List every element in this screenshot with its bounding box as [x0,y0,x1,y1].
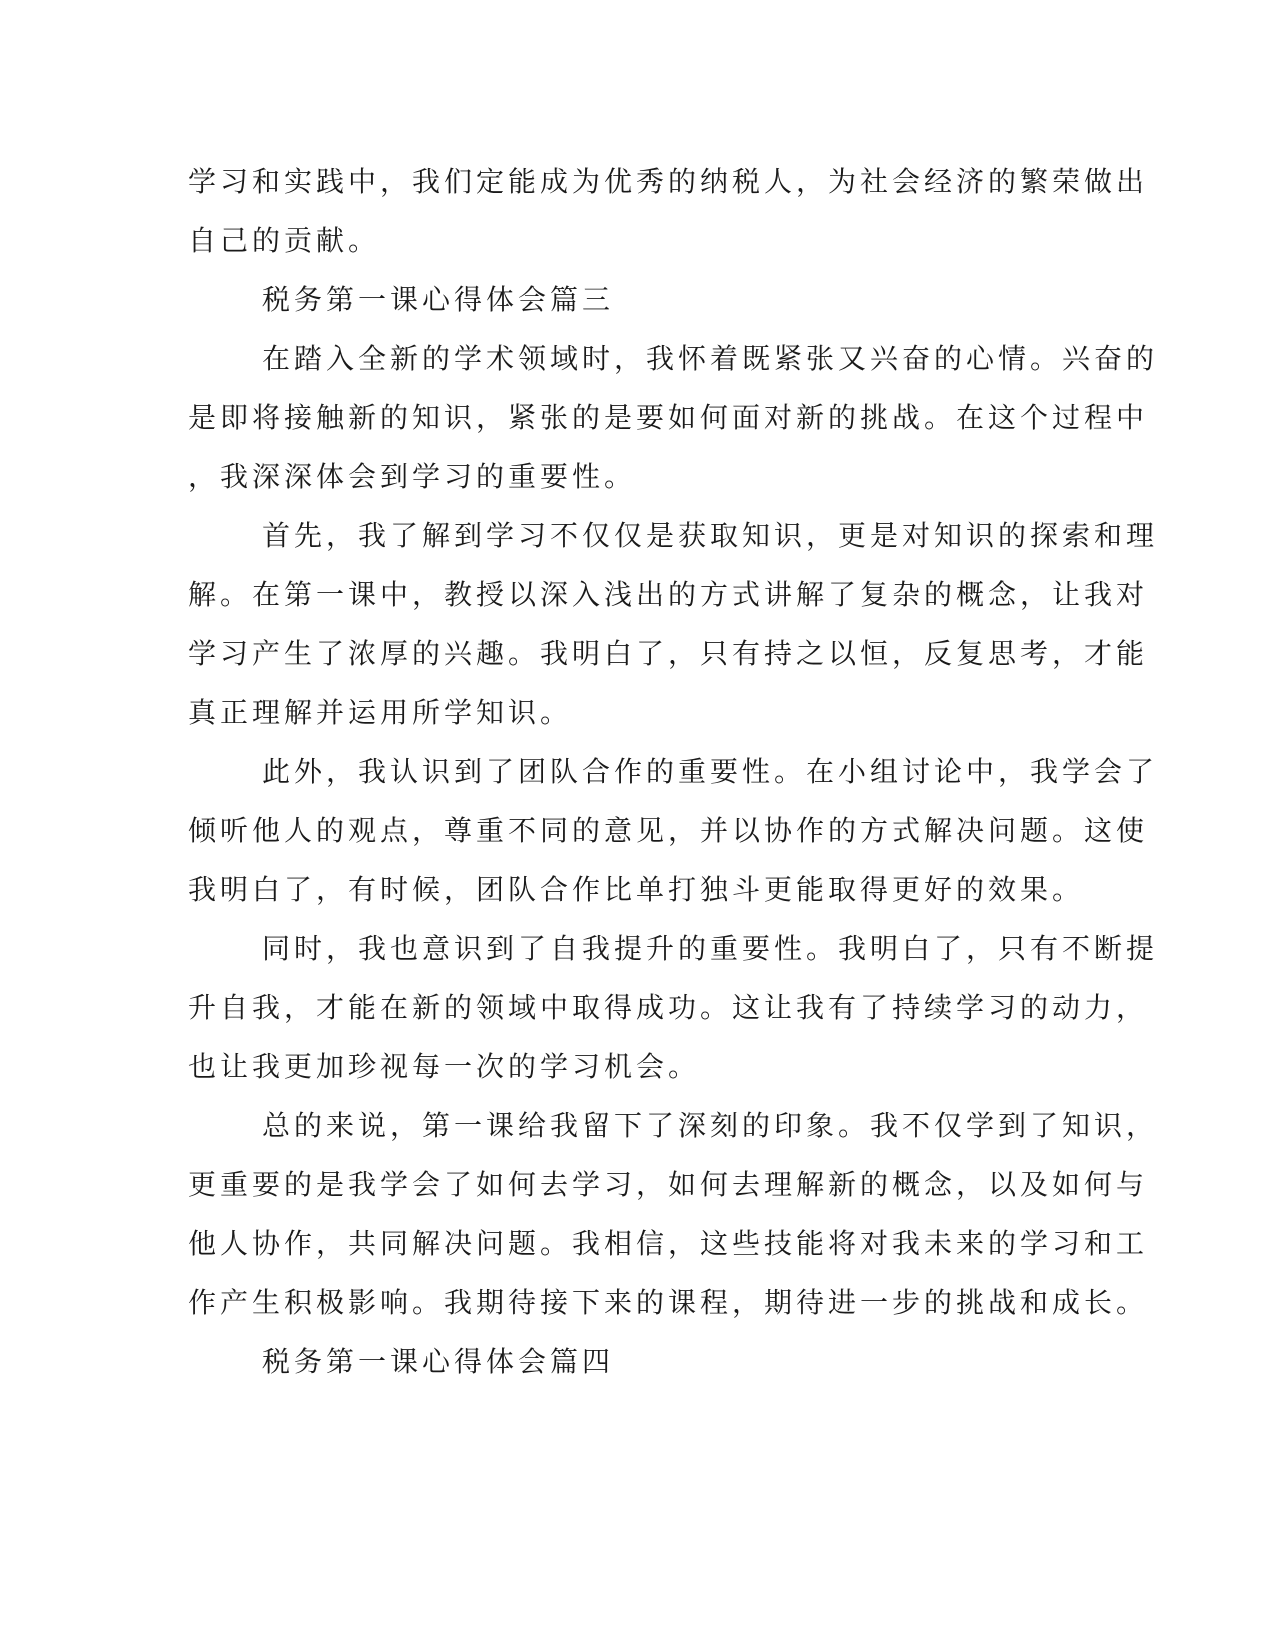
text-line: ，我深深体会到学习的重要性。 [188,460,637,493]
text-line: 在踏入全新的学术领域时，我怀着既紧张又兴奋的心情。兴奋的 [262,342,1159,375]
text-line: 作产生积极影响。我期待接下来的课程，期待进一步的挑战和成长。 [188,1286,1149,1319]
text-line: 升自我，才能在新的领域中取得成功。这让我有了持续学习的动力， [188,991,1149,1024]
text-line: 此外，我认识到了团队合作的重要性。在小组讨论中，我学会了 [262,755,1159,788]
text-line: 首先，我了解到学习不仅仅是获取知识，更是对知识的探索和理 [262,519,1159,552]
text-line: 总的来说，第一课给我留下了深刻的印象。我不仅学到了知识， [262,1109,1159,1142]
text-line: 自己的贡献。 [188,224,381,257]
text-line: 解。在第一课中，教授以深入浅出的方式讲解了复杂的概念，让我对 [188,578,1149,611]
section-heading: 税务第一课心得体会篇三 [262,283,615,316]
section-heading: 税务第一课心得体会篇四 [262,1345,615,1378]
text-line: 真正理解并运用所学知识。 [188,696,573,729]
text-line: 同时，我也意识到了自我提升的重要性。我明白了，只有不断提 [262,932,1159,965]
text-line: 我明白了，有时候，团队合作比单打独斗更能取得更好的效果。 [188,873,1085,906]
text-line: 倾听他人的观点，尊重不同的意见，并以协作的方式解决问题。这使 [188,814,1149,847]
text-line: 学习和实践中，我们定能成为优秀的纳税人，为社会经济的繁荣做出 [188,165,1149,198]
text-line: 更重要的是我学会了如何去学习，如何去理解新的概念，以及如何与 [188,1168,1149,1201]
text-line: 他人协作，共同解决问题。我相信，这些技能将对我未来的学习和工 [188,1227,1149,1260]
text-line: 是即将接触新的知识，紧张的是要如何面对新的挑战。在这个过程中 [188,401,1149,434]
text-line: 学习产生了浓厚的兴趣。我明白了，只有持之以恒，反复思考，才能 [188,637,1149,670]
text-line: 也让我更加珍视每一次的学习机会。 [188,1050,701,1083]
